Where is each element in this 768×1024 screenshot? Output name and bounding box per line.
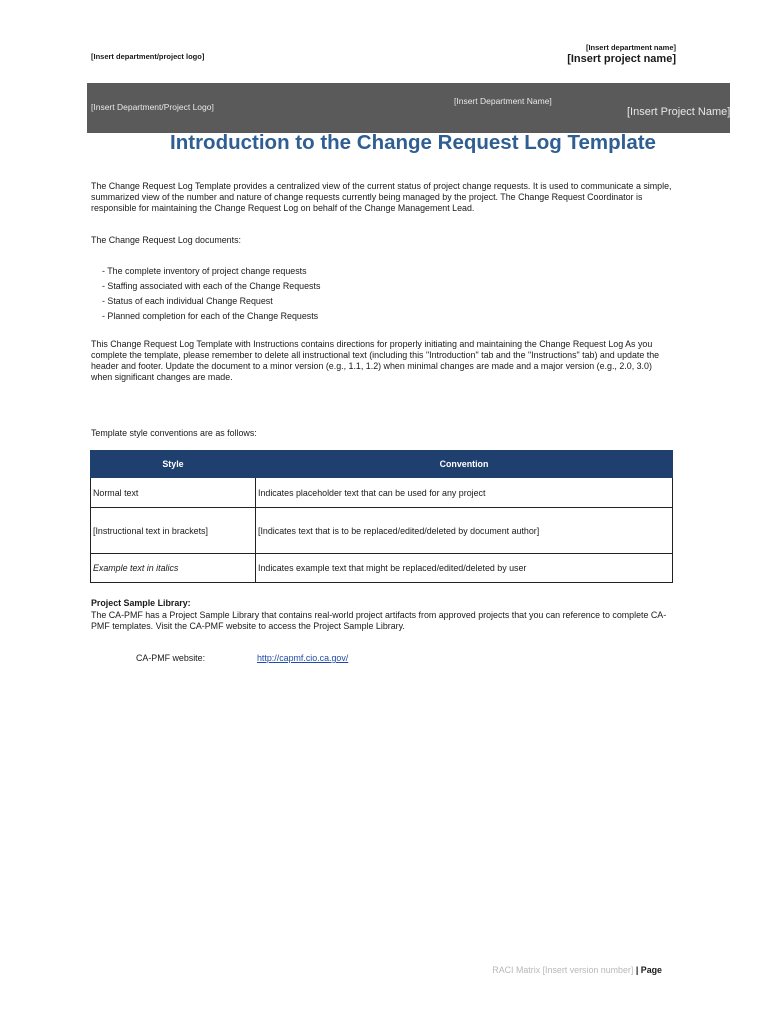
table-row	[91, 478, 673, 508]
table-header-row	[91, 451, 673, 478]
table-row	[91, 508, 673, 554]
table-cell: Indicates placeholder text that can be used for any project	[256, 478, 673, 508]
header-banner	[87, 83, 730, 133]
column-header-convention: Convention	[256, 451, 673, 478]
instructions-paragraph: This Change Request Log Template with Instructions contains directions for properly initiating and maintaining the Change Request Log As you complete the template, please remember to delete all instructional text (including this "Introduction" tab and the "Instructions" tab) and update the header and footer. Update the document to a minor version (e.g., 1.1, 1.2) when minimal changes are made and a major version (e.g., 2.0, 3.0) when significant changes are made.	[91, 339, 660, 382]
documents-list	[102, 264, 320, 324]
column-header-style: Style	[91, 451, 256, 478]
table-cell: Indicates example text that might be replaced/edited/deleted by user	[256, 554, 673, 583]
sample-library-heading: Project Sample Library:	[91, 598, 191, 608]
footer-doc-label: RACI Matrix [Insert version number]	[492, 965, 634, 975]
sample-library-text: The CA-PMF has a Project Sample Library that contains real-world project artifacts from approved projects that you can reference to complete CA-PMF templates. Visit the CA-PMF website to access the Project Sample Library.	[91, 610, 667, 631]
header-right	[567, 44, 676, 65]
table-cell: Example text in italics	[91, 554, 256, 583]
page-title: Introduction to the Change Request Log Template	[170, 131, 656, 154]
website-label: CA-PMF website:	[136, 653, 206, 663]
style-conventions-table	[90, 450, 673, 583]
list-item: - The complete inventory of project change requests	[102, 266, 307, 276]
table-cell: [Indicates text that is to be replaced/edited/deleted by document author]	[256, 508, 673, 554]
footer-separator: |	[633, 965, 641, 975]
footer-page-label: Page	[640, 965, 662, 975]
list-item: - Planned completion for each of the Change Requests	[102, 311, 319, 321]
header-project-name: [Insert project name]	[567, 52, 676, 65]
banner-project-name: [Insert Project Name]	[627, 106, 731, 118]
banner-logo-placeholder: [Insert Department/Project Logo]	[91, 102, 214, 112]
table-row	[91, 554, 673, 583]
documents-lead: The Change Request Log documents:	[91, 235, 241, 245]
table-cell: Normal text	[91, 478, 256, 508]
list-item: - Staffing associated with each of the Change Requests	[102, 281, 321, 291]
conventions-lead: Template style conventions are as follows:	[91, 428, 257, 438]
header-logo-placeholder: [Insert department/project logo]	[91, 52, 205, 61]
page-footer	[492, 965, 662, 975]
website-link[interactable]: http://capmf.cio.ca.gov/	[257, 653, 349, 663]
intro-paragraph: The Change Request Log Template provides a centralized view of the current status of project change requests. It is used to communicate a simple, summarized view of the number and nature of change requests currently being managed by the project. The Change Request Coordinator is responsible for maintaining the Change Request Log on behalf of the Change Management Lead.	[91, 181, 672, 213]
table-cell: [Instructional text in brackets]	[91, 508, 256, 554]
header-dept-name: [Insert department name]	[585, 43, 676, 52]
banner-dept-name: [Insert Department Name]	[454, 96, 552, 106]
list-item: - Status of each individual Change Request	[102, 296, 273, 306]
